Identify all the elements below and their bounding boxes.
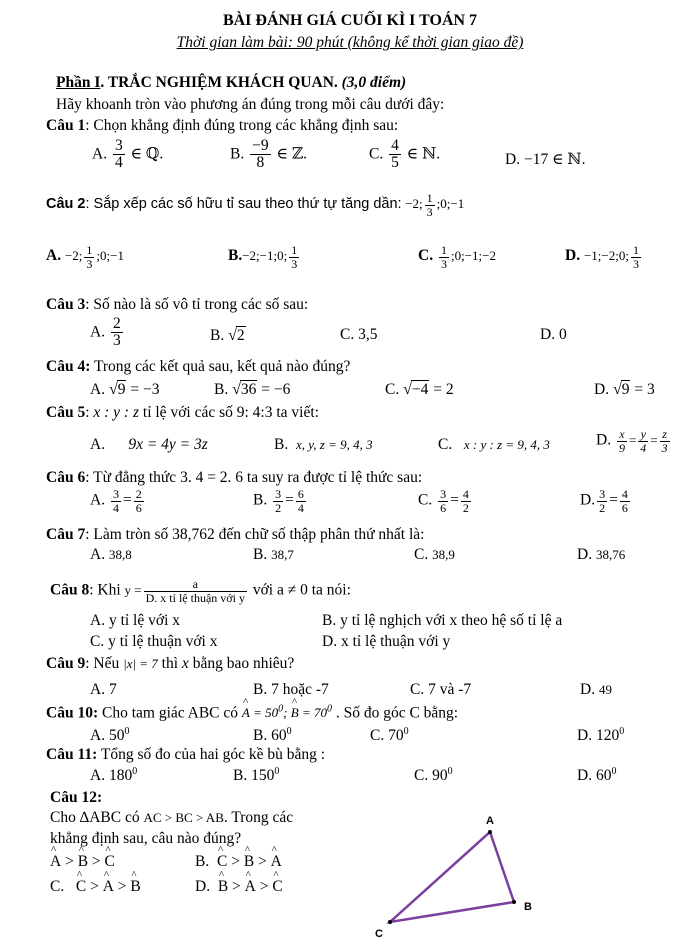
question-text: tỉ lệ với các số 9: 4:3 ta viết: <box>139 404 319 421</box>
triangle-shape <box>390 832 514 922</box>
question-label: Câu 10: <box>46 704 99 722</box>
question-text: : Sắp xếp các số hữu tỉ sau theo thứ tự tăng dần: <box>85 196 402 213</box>
q12-option-a[interactable]: ^ A > ^ B > ^ C <box>50 853 115 871</box>
q11-option-a[interactable]: A. $180^0$ <box>90 766 138 785</box>
q4-option-c[interactable]: C. √−4 = 2 <box>385 381 454 398</box>
question-text: : Chọn khẳng định đúng trong các khẳng định sau: <box>85 117 399 134</box>
q12-option-c[interactable]: C. ^ C > ^ A > ^ B <box>50 878 141 896</box>
q10-option-b[interactable]: B. $60^0$ <box>253 726 292 745</box>
q11-option-d[interactable]: D. $60^0$ <box>577 766 617 785</box>
question-label: Câu 9 <box>46 655 86 672</box>
exam-time: Thời gian làm bài: 90 phút (không kể thời gian giao đề) <box>176 34 524 51</box>
q1-option-c[interactable]: C. $\frac{4}{5}$ ∈ ℕ. <box>369 137 441 172</box>
vertex-b <box>512 900 516 904</box>
question-label: Câu 5 <box>46 404 86 421</box>
part-heading <box>56 74 406 92</box>
q8-option-a[interactable]: A. y tỉ lệ với x <box>90 612 180 629</box>
q7-option-a[interactable]: A. 38,8 <box>90 546 132 563</box>
q3-option-c[interactable]: C. 3,5 <box>340 326 378 343</box>
q9-option-d[interactable]: D. 49 <box>580 681 612 698</box>
question-12-text: Cho ∆ABC có AC > BC > AB. Trong các <box>50 809 294 826</box>
q12-option-b[interactable]: B. ^ C > ^ B > ^ A <box>195 853 282 871</box>
q1-option-d[interactable]: D. −17 ∈ ℕ. <box>505 151 586 168</box>
q4-option-d[interactable]: D. √9 = 3 <box>594 381 655 398</box>
q10-option-c[interactable]: C. $70^0$ <box>370 726 409 745</box>
question-label: Câu 2 <box>46 196 86 213</box>
q5-option-c[interactable]: C. x : y : z = 9, 4, 3 <box>438 436 550 453</box>
question-text: : Từ đẳng thức 3. 4 = 2. 6 ta suy ra được tỉ lệ thức sau: <box>85 469 423 486</box>
question-label: Câu 3 <box>46 296 86 313</box>
vertex-a <box>488 830 492 834</box>
q6-option-b[interactable]: B. $\frac{3}{2}$ = $\frac{6}{4}$ <box>253 487 304 515</box>
question-label: Câu 8 <box>50 581 90 599</box>
vertex-c <box>388 920 392 924</box>
q9-option-a[interactable]: A. 7 <box>90 681 117 698</box>
q2-option-d[interactable]: D. −1;−2;0; $\frac{1}{3}$ <box>565 243 639 271</box>
q12-option-d[interactable]: D. ^ B > ^ A > ^ C <box>195 878 283 896</box>
question-label: Câu 4: <box>46 358 91 375</box>
question-8: Câu 8: Khi y = $\frac{a}{\text{D. x tỉ lệ thuận với y}}$ với a ≠ 0 ta nói: <box>50 577 351 605</box>
question-label: Câu 6 <box>46 469 86 486</box>
q5-option-a[interactable]: A. 9x = 4y = 3z <box>90 436 208 453</box>
question-5: Câu 5: x : y : z tỉ lệ với các số 9: 4:3 ta viết: <box>46 404 319 421</box>
question-7 <box>46 526 424 544</box>
q5-option-d[interactable]: D. $\frac{x}{9}$ = $\frac{y}{4}$ = $\frac{z}{3}$ <box>596 427 668 455</box>
q8-option-c[interactable]: C. y tỉ lệ thuận với x <box>90 633 218 650</box>
question-12-text-2: khẳng định sau, câu nào đúng? <box>50 830 242 847</box>
q10-option-a[interactable]: A. $50^0$ <box>90 726 130 745</box>
q6-option-a[interactable]: A. $\frac{3}{4}$ = $\frac{2}{6}$ <box>90 487 142 515</box>
question-10: Câu 10: Cho tam giác ABC có ^ $A = 50^0$; ^ $B = 70^0$ . Số đo góc C bằng: <box>46 704 458 722</box>
question-4 <box>46 358 350 376</box>
instruction: Hãy khoanh tròn vào phương án đúng trong mỗi câu dưới đây: <box>56 96 445 113</box>
q10-option-d[interactable]: D. $120^0$ <box>577 726 625 745</box>
question-11 <box>46 746 325 764</box>
question-label: Câu 7 <box>46 526 86 543</box>
q9-option-b[interactable]: B. 7 hoặc -7 <box>253 681 329 698</box>
page-title: BÀI ĐÁNH GIÁ CUỐI KÌ I TOÁN 7 <box>222 12 478 29</box>
q4-option-a[interactable]: A. √9 = −3 <box>90 381 160 398</box>
vertex-b-label: B <box>524 901 532 913</box>
question-9: Câu 9: Nếu |x| = 7 thì x bằng bao nhiêu? <box>46 655 295 672</box>
question-text: Tổng số đo của hai góc kề bù bằng : <box>97 746 326 763</box>
question-text: Trong các kết quả sau, kết quả nào đúng? <box>90 358 351 375</box>
question-2: Câu 2: Sắp xếp các số hữu tỉ sau theo thứ tự tăng dần: −2; $\frac{1}{3}$ ;0;−1 <box>46 191 465 219</box>
q2-option-b[interactable]: B.−2;−1;0; $\frac{1}{3}$ <box>228 243 298 271</box>
part-score: (3,0 điểm) <box>341 74 407 91</box>
question-text: với a ≠ 0 ta nói: <box>252 581 351 599</box>
question-12-label: Câu 12: <box>50 789 103 806</box>
triangle-figure <box>370 810 540 942</box>
q6-option-c[interactable]: C. $\frac{3}{6}$ = $\frac{4}{2}$ <box>418 487 469 515</box>
q4-option-b[interactable]: B. √36 = −6 <box>214 381 291 398</box>
part-label: Phần I <box>56 74 101 91</box>
question-6 <box>46 469 422 487</box>
q11-option-b[interactable]: B. $150^0$ <box>233 766 280 785</box>
q2-option-c[interactable]: C. $\frac{1}{3}$ ;0;−1;−2 <box>418 243 496 271</box>
q5-option-b[interactable]: B. x, y, z = 9, 4, 3 <box>274 436 373 453</box>
q8-option-d[interactable]: D. x tỉ lệ thuận với y <box>322 633 451 650</box>
question-1 <box>46 117 398 135</box>
q7-option-d[interactable]: D. 38,76 <box>577 546 626 563</box>
question-text: . Số đo góc C bằng: <box>335 704 459 722</box>
q3-option-b[interactable]: B. √2 <box>210 327 245 344</box>
vertex-a-label: A <box>486 815 494 827</box>
q7-option-b[interactable]: B. 38,7 <box>253 546 294 563</box>
q3-option-d[interactable]: D. 0 <box>540 326 567 343</box>
q8-option-b[interactable]: B. y tỉ lệ nghịch với x theo hệ số tỉ lệ a <box>322 612 563 629</box>
q1-option-b[interactable]: B. $\frac{-9}{8}$ ∈ ℤ. <box>230 137 308 172</box>
question-text: : Số nào là số vô tỉ trong các số sau: <box>85 296 309 313</box>
question-label: Câu 1 <box>46 117 86 134</box>
vertex-c-label: C <box>375 928 383 940</box>
q1-option-a[interactable]: A. $\frac{3}{4}$ ∈ ℚ. <box>92 137 164 172</box>
q6-option-d[interactable]: D. $\frac{3}{2}$ = $\frac{4}{6}$ <box>580 487 628 515</box>
q3-option-a[interactable]: A. $\frac{2}{3}$ <box>90 315 121 350</box>
question-label: Câu 11: <box>46 746 98 763</box>
part-title: . TRẮC NGHIỆM KHÁCH QUAN. <box>100 74 338 91</box>
question-text: bằng bao nhiêu? <box>192 655 295 672</box>
question-text: : Làm tròn số 38,762 đến chữ số thập phân thứ nhất là: <box>85 526 425 543</box>
q2-option-a[interactable]: A. −2; $\frac{1}{3}$ ;0;−1 <box>46 243 124 271</box>
q11-option-c[interactable]: C. $90^0$ <box>414 766 453 785</box>
q9-option-c[interactable]: C. 7 và -7 <box>410 681 472 698</box>
q7-option-c[interactable]: C. 38,9 <box>414 546 455 563</box>
question-3 <box>46 296 308 314</box>
